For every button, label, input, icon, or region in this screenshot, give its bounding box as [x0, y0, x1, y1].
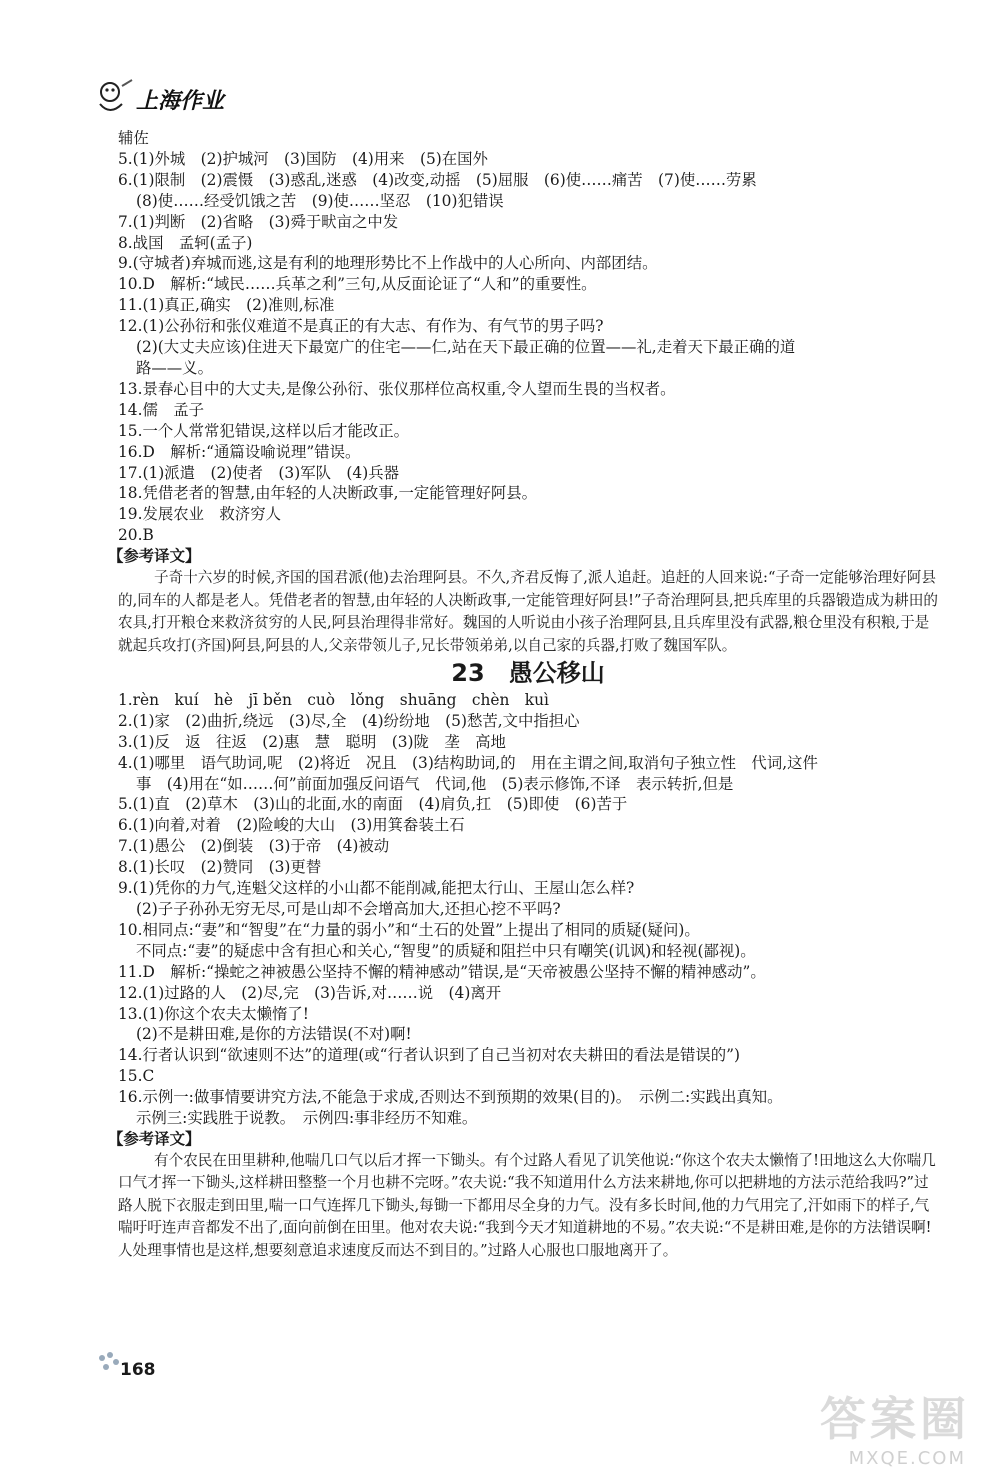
answer-line: 7.(1)判断 (2)省略 (3)舜于畎亩之中发: [118, 212, 399, 231]
answer-line: 5.(1)直 (2)草木 (3)山的北面,水的南面 (4)肩负,扛 (5)即使 (6)苦于: [118, 795, 628, 814]
page-footer: [96, 1350, 156, 1380]
watermark-logo: 答案圈: [820, 1392, 970, 1446]
answer-line: 1.rèn kuí hè jī běn cuò lǒng shuāng chèn kuì: [118, 690, 549, 709]
answer-line: 14.行者认识到“欲速则不达”的道理(或“行者认识到了自己当初对农夫耕田的看法是错误的”): [118, 1046, 741, 1065]
answer-line: 12.(1)公孙衍和张仪难道不是真正的有大志、有作为、有气节的男子吗?: [118, 317, 604, 336]
answer-line: 6.(1)限制 (2)震慑 (3)惑乱,迷惑 (4)改变,动摇 (5)屈服 (6)使……痛苦 (7)使……劳累: [118, 170, 757, 189]
lesson-title: 23 愚公移山: [451, 659, 605, 688]
answer-line: 示例三:实践胜于说教。 示例四:事非经历不知难。: [136, 1109, 478, 1128]
decorative-dots-icon: [96, 1350, 122, 1376]
answers-block-23: [118, 690, 938, 1129]
answer-line: 12.(1)过路的人 (2)尽,完 (3)告诉,对……说 (4)离开: [118, 983, 502, 1002]
mascot-icon: [92, 78, 136, 118]
answer-line: 6.(1)向着,对着 (2)险峻的大山 (3)用箕畚装土石: [118, 816, 465, 835]
answer-line: 11.(1)真正,确实 (2)准则,标准: [118, 296, 335, 315]
answer-line: 7.(1)愚公 (2)倒装 (3)于帝 (4)被动: [118, 837, 390, 856]
translation-paragraph-2: 有个农民在田里耕种,他喘几口气以后才挥一下锄头。有个过路人看见了讥笑他说:“你这个农夫太懒惰了!田地这么大你喘几口气才挥一下锄头,这样耕田整整一个月也耕不完呀。”农夫说:“我不知道用什么方法来耕地,你可以把耕地的方法示范给我吗?”过路人脱下衣服走到田里,喘一口气连挥几下锄头,每锄一下都用尽全身的力气。没有多长时间,他的力气用完了,汗如雨下的样子,气喘吁吁连声音都发不出了,面向前倒在田里。他对农夫说:“我到今天才知道耕地的不易。”农夫说:“不是耕田难,是你的方法错误啊!人处理事情也是这样,想要刻意追求速度反而达不到目的。”过路人心服也口服地离开了。: [118, 1151, 936, 1259]
answer-line: 10.D 解析:“域民……兵革之利”三句,从反面论证了“人和”的重要性。: [118, 275, 597, 294]
answer-line: 9.(1)凭你的力气,连魁父这样的小山都不能削减,能把太行山、王屋山怎么样?: [118, 879, 635, 898]
answer-line: 路——义。: [136, 358, 213, 377]
answer-line: 10.相同点:“妻”和“智叟”在“力量的弱小”和“土石的处置”上提出了相同的质疑(疑问)。: [118, 920, 700, 939]
section-label-translation-2: 【参考译文】: [108, 1129, 201, 1148]
answer-line: 17.(1)派遣 (2)使者 (3)军队 (4)兵器: [118, 463, 399, 482]
answer-line: 3.(1)反 返 往返 (2)惠 慧 聪明 (3)陇 垄 高地: [118, 732, 506, 751]
answer-line: 2.(1)家 (2)曲折,绕远 (3)尽,全 (4)纷纷地 (5)愁苦,文中指担心: [118, 711, 580, 730]
answers-block-22: [118, 128, 938, 546]
answer-line: 16.示例一:做事情要讲究方法,不能急于求成,否则达不到预期的效果(目的)。 示例二:实践出真知。: [118, 1088, 783, 1107]
answer-line: 事 (4)用在“如……何”前面加强反问语气 代词,他 (5)表示修饰,不译 表示转折,但是: [136, 774, 734, 793]
answer-content: [108, 128, 938, 1262]
answer-line: 14.儒 孟子: [118, 400, 205, 419]
section-label-translation-1: 【参考译文】: [108, 547, 201, 566]
page-header: [92, 78, 352, 122]
page-number: 168: [120, 1360, 156, 1380]
answer-line: 15.一个人常常犯错误,这样以后才能改正。: [118, 421, 410, 440]
answer-line: 9.(守城者)弃城而逃,这是有利的地理形势比不上作战中的人心所向、内部团结。: [118, 254, 658, 273]
answer-line: 20.B: [118, 526, 154, 545]
answer-line: (2)子子孙孙无穷无尽,可是山却不会增高加大,还担心挖不平吗?: [136, 900, 561, 918]
answer-line: 辅佐: [118, 129, 149, 147]
answer-line: 不同点:“妻”的疑虑中含有担心和关心,“智叟”的质疑和阻拦中只有嘲笑(讥讽)和轻视(鄙视)。: [136, 941, 756, 960]
answer-line: 15.C: [118, 1067, 155, 1086]
answer-line: 19.发展农业 救济穷人: [118, 505, 281, 524]
answer-line: (2)不是耕田难,是你的方法错误(不对)啊!: [136, 1025, 412, 1044]
answer-line: (8)使……经受饥饿之苦 (9)使……坚忍 (10)犯错误: [136, 191, 504, 210]
answer-line: 13.(1)你这个农夫太懒惰了!: [118, 1004, 309, 1023]
answer-line: (2)(大丈夫应该)住进天下最宽广的住宅——仁,站在天下最正确的位置——礼,走着天下最正确的道: [136, 338, 796, 357]
answer-line: 8.战国 孟轲(孟子): [118, 233, 253, 252]
answer-line: 13.景春心目中的大丈夫,是像公孙衍、张仪那样位高权重,令人望而生畏的当权者。: [118, 379, 676, 398]
answer-line: 18.凭借老者的智慧,由年轻的人决断政事,一定能管理好阿县。: [118, 484, 538, 503]
translation-paragraph-1: 子奇十六岁的时候,齐国的国君派(他)去治理阿县。不久,齐君反悔了,派人追赶。追赶的人回来说:“子奇一定能够治理好阿县的,同车的人都是老人。凭借老者的智慧,由年轻的人决断政事,一定能管理好阿县!”子奇治理阿县,把兵库里的兵器锻造成为耕田的农具,打开粮仓来救济贫穷的人民,阿县治理得非常好。魏国的人听说由小孩子治理阿县,且兵库里没有武器,粮仓里没有积粮,于是就起兵攻打(齐国)阿县,阿县的人,父亲带领儿子,兄长带领弟弟,以自己家的兵器,打败了魏国军队。: [118, 569, 938, 654]
answer-line: 5.(1)外城 (2)护城河 (3)国防 (4)用来 (5)在国外: [118, 149, 488, 168]
answer-line: 8.(1)长叹 (2)赞同 (3)更替: [118, 858, 322, 877]
watermark-url: MXQE.COM: [848, 1448, 966, 1469]
brand-title: 上海作业: [136, 89, 225, 114]
answer-line: 16.D 解析:“通篇设喻说理”错误。: [118, 442, 361, 461]
answer-line: 11.D 解析:“操蛇之神被愚公坚持不懈的精神感动”错误,是“天帝被愚公坚持不懈的精神感动”。: [118, 962, 766, 981]
answer-line: 4.(1)哪里 语气助词,呢 (2)将近 况且 (3)结构助词,的 用在主谓之间,取消句子独立性 代词,这件: [118, 753, 818, 772]
